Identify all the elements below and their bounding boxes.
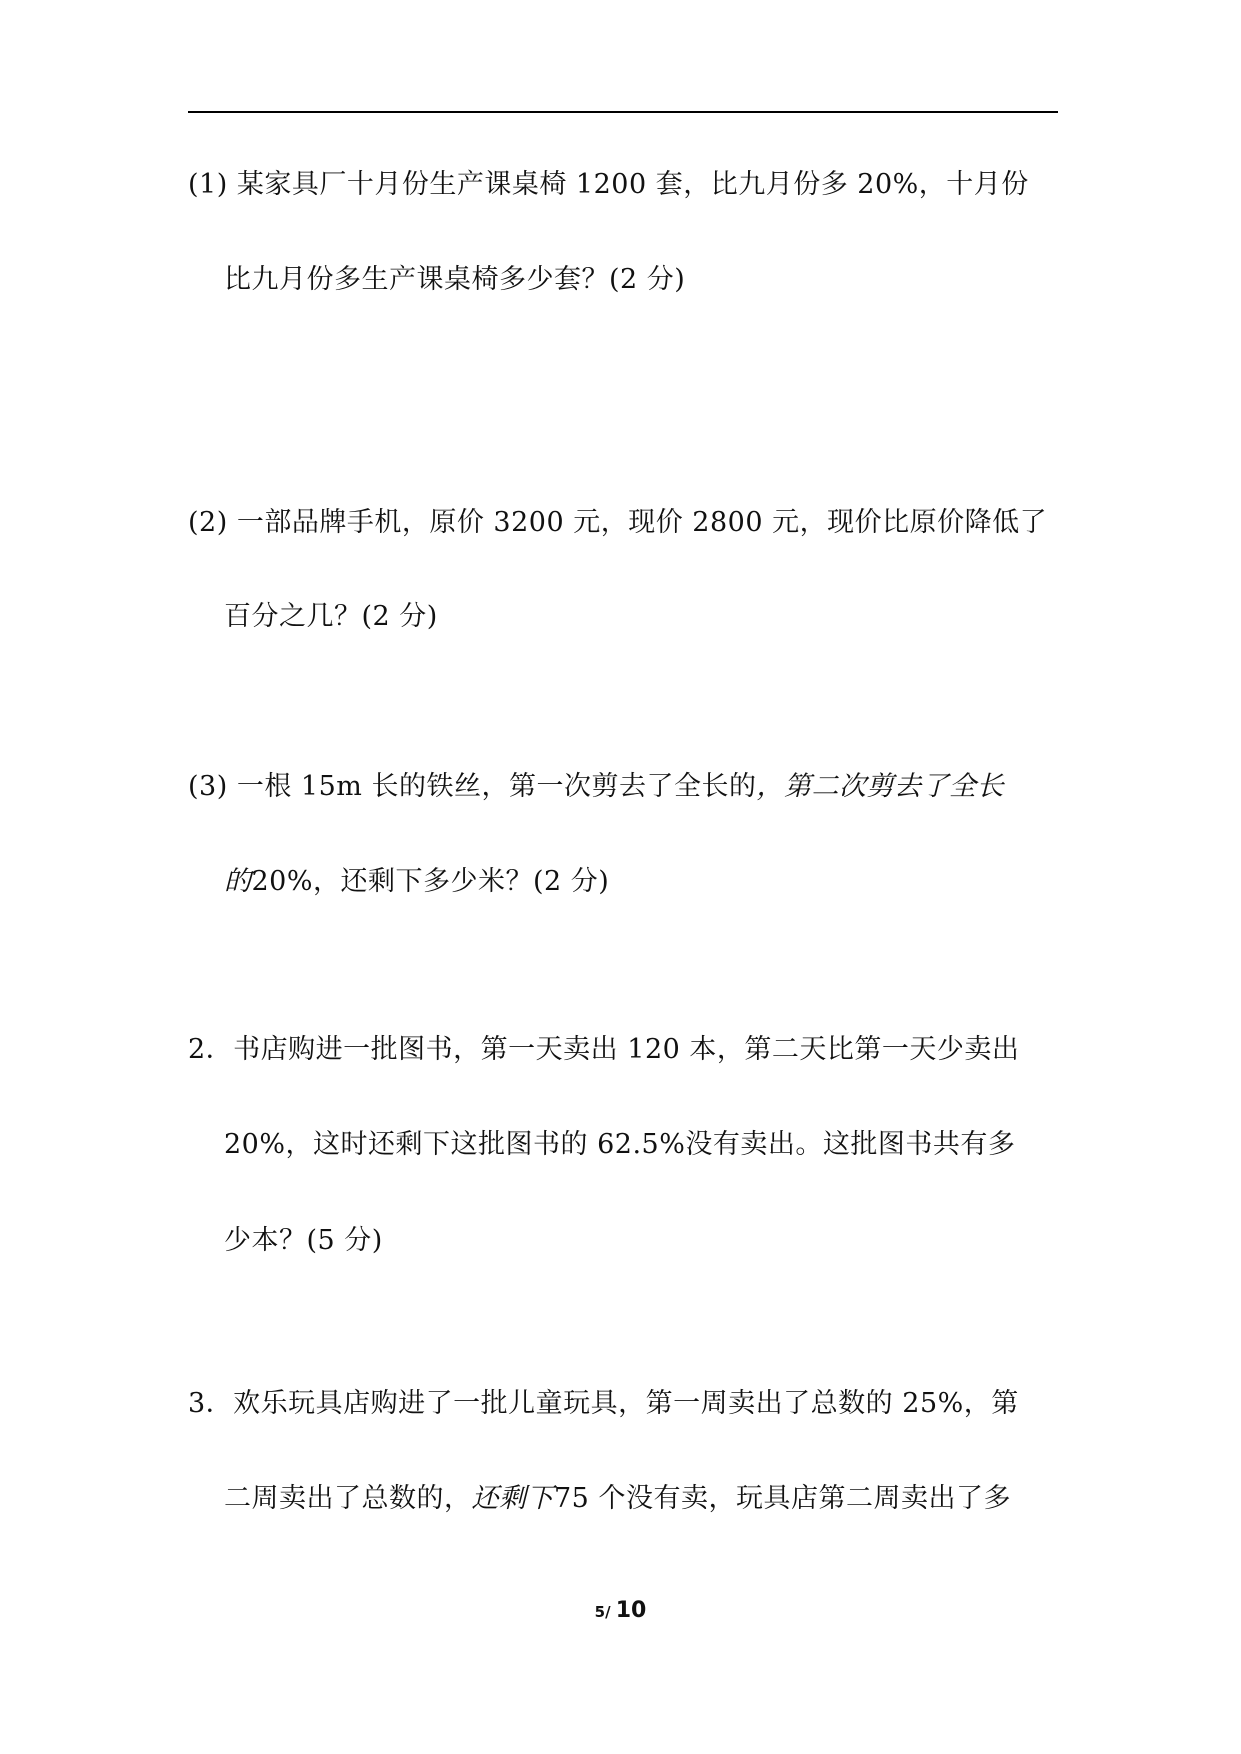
page-total: 10 [615,1598,647,1623]
q1-sub3-line2-b: 20%，还剩下多少米？(2 分) [251,866,610,897]
q2-line3: 少本？(5 分) [224,1225,383,1256]
page-current: 5/ [594,1603,611,1621]
q1-sub2-line1: (2) 一部品牌手机，原价 3200 元，现价 2800 元，现价比原价降低了 [188,507,1048,538]
q1-sub3-line1-a: (3) 一根 15m 长的铁丝，第一次剪去了全长的 [188,771,757,802]
header-rule [188,111,1058,113]
q3-line2-c: 75 个没有卖，玩具店第二周卖出了多 [554,1483,1011,1514]
q1-sub1-line2: 比九月份多生产课桌椅多少套？(2 分) [224,264,686,295]
q3-line2-b: 还剩下 [471,1483,554,1514]
q2-line1: 2．书店购进一批图书，第一天卖出 120 本，第二天比第一天少卖出 [188,1034,1020,1065]
q1-sub3-line2 [224,865,609,899]
q2-line2: 20%，这时还剩下这批图书的 62.5%没有卖出。这批图书共有多 [224,1129,1016,1160]
page-number [0,1598,1241,1623]
q3-line2 [224,1482,1011,1516]
q1-sub3-line2-a: 的 [224,866,252,897]
q1-sub2-line2: 百分之几？(2 分) [224,601,438,632]
q1-sub3-line1 [188,770,1004,804]
q3-line2-a: 二周卖出了总数的， [224,1483,472,1514]
q1-sub3-line1-b: ，第二次剪去了全长 [756,771,1004,802]
q3-line1: 3．欢乐玩具店购进了一批儿童玩具，第一周卖出了总数的 25%，第 [188,1388,1019,1419]
q1-sub1-line1: (1) 某家具厂十月份生产课桌椅 1200 套，比九月份多 20%，十月份 [188,169,1029,200]
